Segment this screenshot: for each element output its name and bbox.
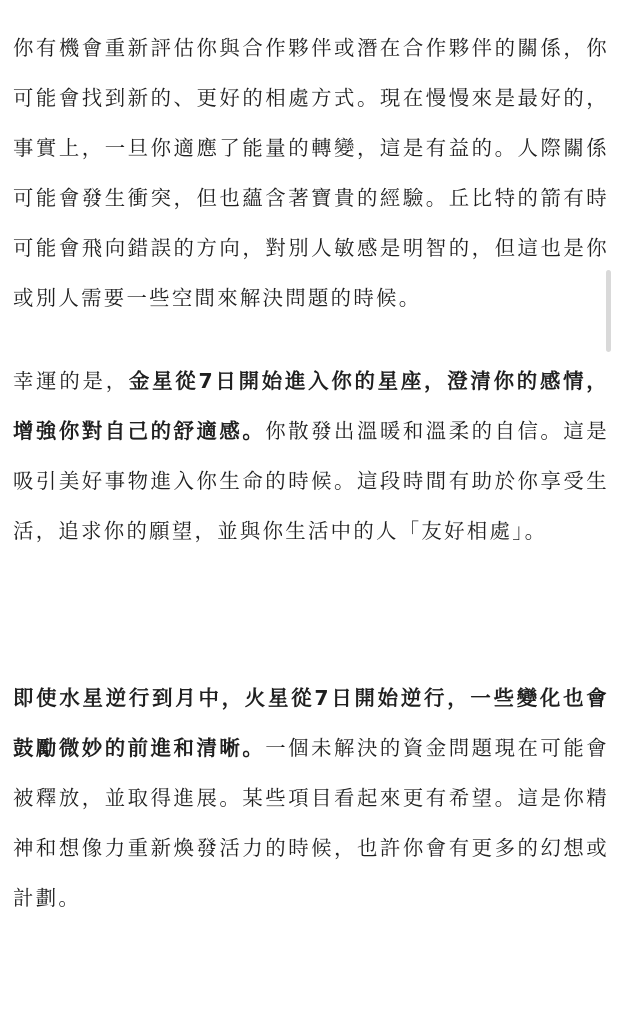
paragraph-rest-text: 你散發出溫暖和溫柔的自信。這是吸引美好事物進入你生命的時候。這段時間有助於你享受生活，追求你的願望，並與你生活中的人「友好相處」。 [13,419,609,543]
paragraph-bold-text: 金星從7日開始進入你的星座，澄清你的感情，增強你對自己的舒適感。 [13,369,609,443]
vertical-scrollbar[interactable] [606,270,611,352]
paragraph-bold-text: 即使水星逆行到月中，火星從7日開始逆行，一些變化也會鼓勵微妙的前進和清晰。 [13,686,609,760]
paragraph-text: 你有機會重新評估你與合作夥伴或潛在合作夥伴的關係，你可能會找到新的、更好的相處方式。現在慢慢來是最好的，事實上，一旦你適應了能量的轉變，這是有益的。人際關係可能會發生衝突，但也蘊含著寶貴的經驗。丘比特的箭有時可能會飛向錯誤的方向，對別人敏感是明智的，但這也是你或別人需要一些空間來解決問題的時候。 [13,36,609,310]
article-body [13,23,609,923]
paragraph-mercury-mars [13,673,609,923]
paragraph-rest-text: 一個未解決的資金問題現在可能會被釋放，並取得進展。某些項目看起來更有希望。這是你精神和想像力重新煥發活力的時候，也許你會有更多的幻想或計劃。 [13,736,609,910]
paragraph-lead-text: 幸運的是， [13,369,129,393]
paragraph-relationships [13,23,609,323]
paragraph-venus [13,356,609,556]
